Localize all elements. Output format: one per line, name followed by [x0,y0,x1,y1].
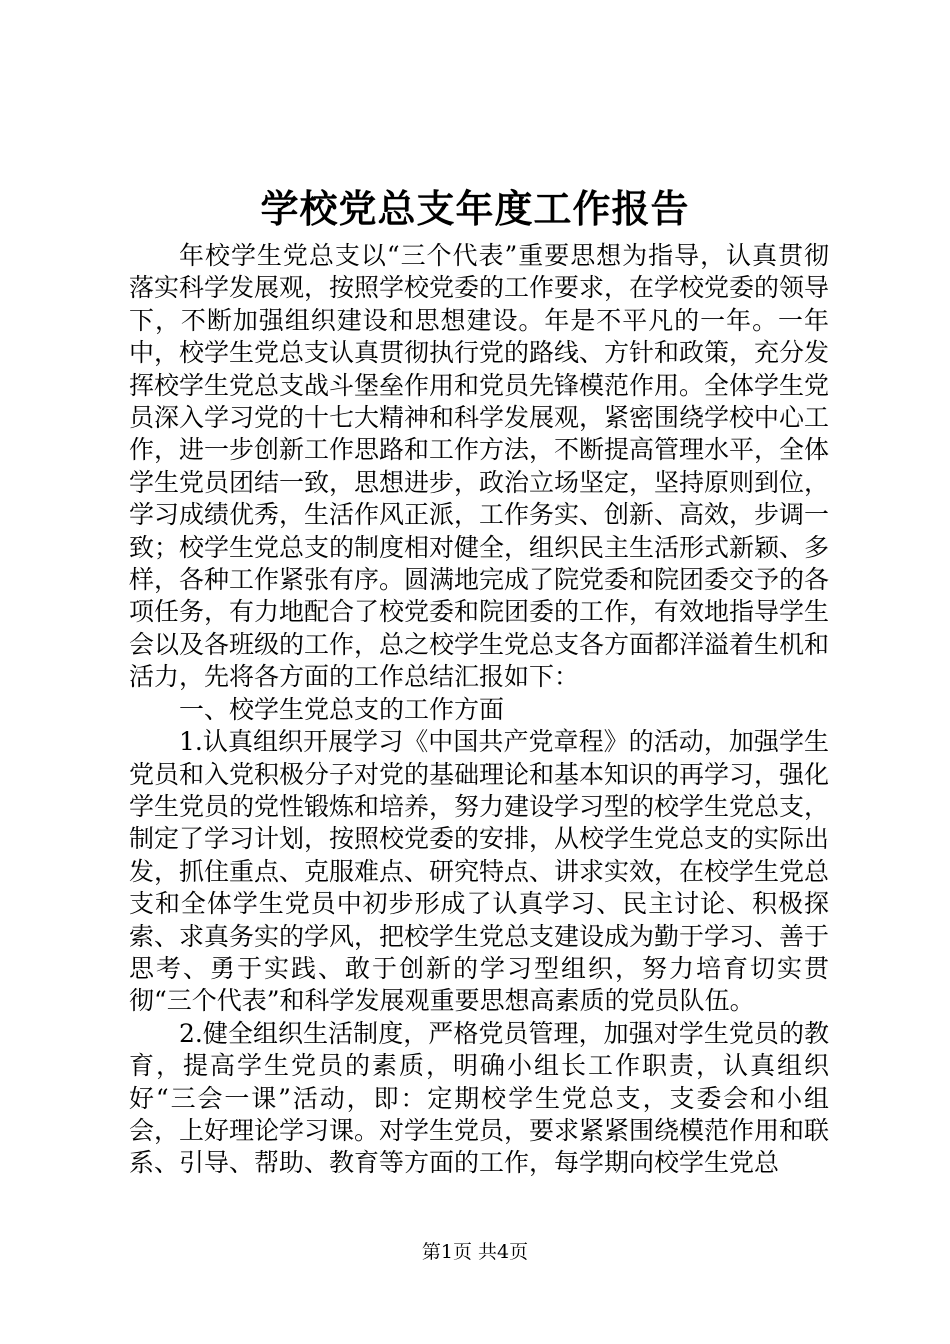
paragraph-intro: 年校学生党总支以“三个代表”重要思想为指导，认真贯彻落实科学发展观，按照学校党委的工作要求，在学校党委的领导下，不断加强组织建设和思想建设。年是不平凡的一年。一年中，校学生党总支认真贯彻执行党的路线、方针和政策，充分发挥校学生党总支战斗堡垒作用和党员先锋模范作用。全体学生党员深入学习党的十七大精神和科学发展观，紧密围绕学校中心工作，进一步创新工作思路和工作方法，不断提高管理水平，全体学生党员团结一致，思想进步，政治立场坚定，坚持原则到位，学习成绩优秀，生活作风正派，工作务实、创新、高效，步调一致；校学生党总支的制度相对健全，组织民主生活形式新颖、多样，各种工作紧张有序。圆满地完成了院党委和院团委交予的各项任务，有力地配合了校党委和院团委的工作，有效地指导学生会以及各班级的工作，总之校学生党总支各方面都洋溢着生机和活力，先将各方面的工作总结汇报如下： [129,241,830,692]
paragraph-item-1: 1.认真组织开展学习《中国共产党章程》的活动，加强学生党员和入党积极分子对党的基础理论和基本知识的再学习，强化学生党员的党性锻炼和培养，努力建设学习型的校学生党总支，制定了学习计划，按照校党委的安排，从校学生党总支的实际出发，抓住重点、克服难点、研究特点、讲求实效，在校学生党总支和全体学生党员中初步形成了认真学习、民主讨论、积极探索、求真务实的学风，把校学生党总支建设成为勤于学习、善于思考、勇于实践、敢于创新的学习型组织，努力培育切实贯彻“三个代表”和科学发展观重要思想高素质的党员队伍。 [129,727,830,1016]
document-body [129,240,829,1180]
page-footer: 第1页 共4页 [421,1241,529,1263]
paragraph-item-2: 2.健全组织生活制度，严格党员管理，加强对学生党员的教育，提高学生党员的素质，明确小组长工作职责，认真组织好“三会一课”活动，即：定期校学生党总支，支委会和小组会，上好理论学习课。对学生党员，要求紧紧围绕模范作用和联系、引导、帮助、教育等方面的工作，每学期向校学生党总 [129,1018,830,1178]
document-title: 学校党总支年度工作报告 [260,186,690,231]
section-heading: 一、校学生党总支的工作方面 [179,694,505,724]
